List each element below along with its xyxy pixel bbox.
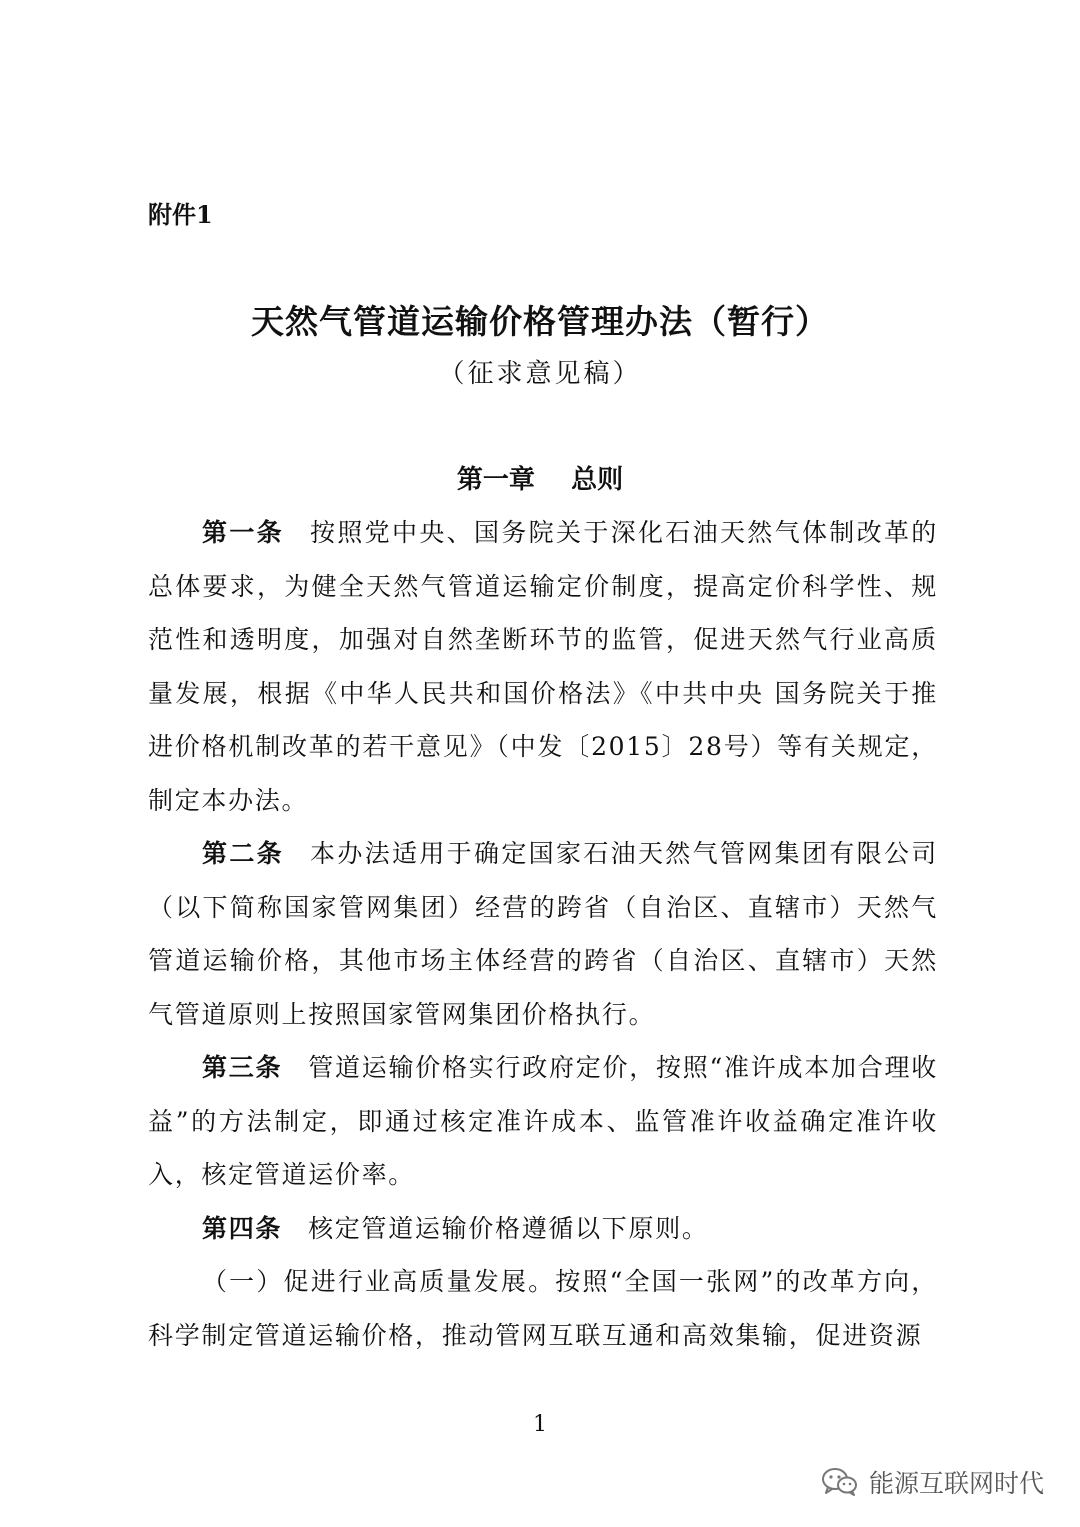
article-text: 按照党中央、国务院关于深化石油天然气体制改革的总体要求，为健全天然气管道运输定价制度，提高定价科学性、规范性和透明度，加强对自然垄断环节的监管，促进天然气行业高质量发展，根据《中华人民共和国价格法》《中共中央 国务院关于推进价格机制改革的若干意见》（中发〔2015〕28号）等有关规定，制定本办法。 <box>148 518 938 815</box>
article-paragraph <box>148 506 938 827</box>
watermark-text: 能源互联网时代 <box>868 1469 1044 1498</box>
article-text: 管道运输价格实行政府定价，按照“准许成本加合理收益”的方法制定，即通过核定准许成本、监管准许收益确定准许收入，核定管道运价率。 <box>148 1053 938 1189</box>
source-watermark <box>821 1462 1044 1502</box>
article-paragraph <box>148 1041 938 1202</box>
article-text: 本办法适用于确定国家石油天然气管网集团有限公司（以下简称国家管网集团）经营的跨省（自治区、直辖市）天然气管道运输价格，其他市场主体经营的跨省（自治区、直辖市）天然气管道原则上按照国家管网集团价格执行。 <box>148 839 938 1029</box>
document-subtitle: （征求意见稿） <box>438 359 642 389</box>
article-number: 第一条 <box>202 518 284 547</box>
article-number: 第二条 <box>202 839 284 868</box>
article-paragraph <box>148 827 938 1041</box>
article-number: 第三条 <box>202 1053 283 1082</box>
chapter-heading: 第一章 总则 <box>456 465 624 495</box>
document-body <box>148 506 938 1362</box>
attachment-label: 附件1 <box>148 200 213 229</box>
page-number: 1 <box>533 1412 547 1437</box>
article-paragraph <box>148 1202 938 1256</box>
clause-text: （一）促进行业高质量发展。按照“全国一张网”的改革方向，科学制定管道运输价格，推动管网互联互通和高效集输，促进资源 <box>148 1267 938 1350</box>
clause-paragraph <box>148 1255 938 1362</box>
article-text: 核定管道运输价格遵循以下原则。 <box>308 1213 709 1243</box>
article-number: 第四条 <box>202 1213 283 1243</box>
document-title: 天然气管道运输价格管理办法（暂行） <box>251 302 829 341</box>
wechat-icon <box>821 1467 859 1497</box>
